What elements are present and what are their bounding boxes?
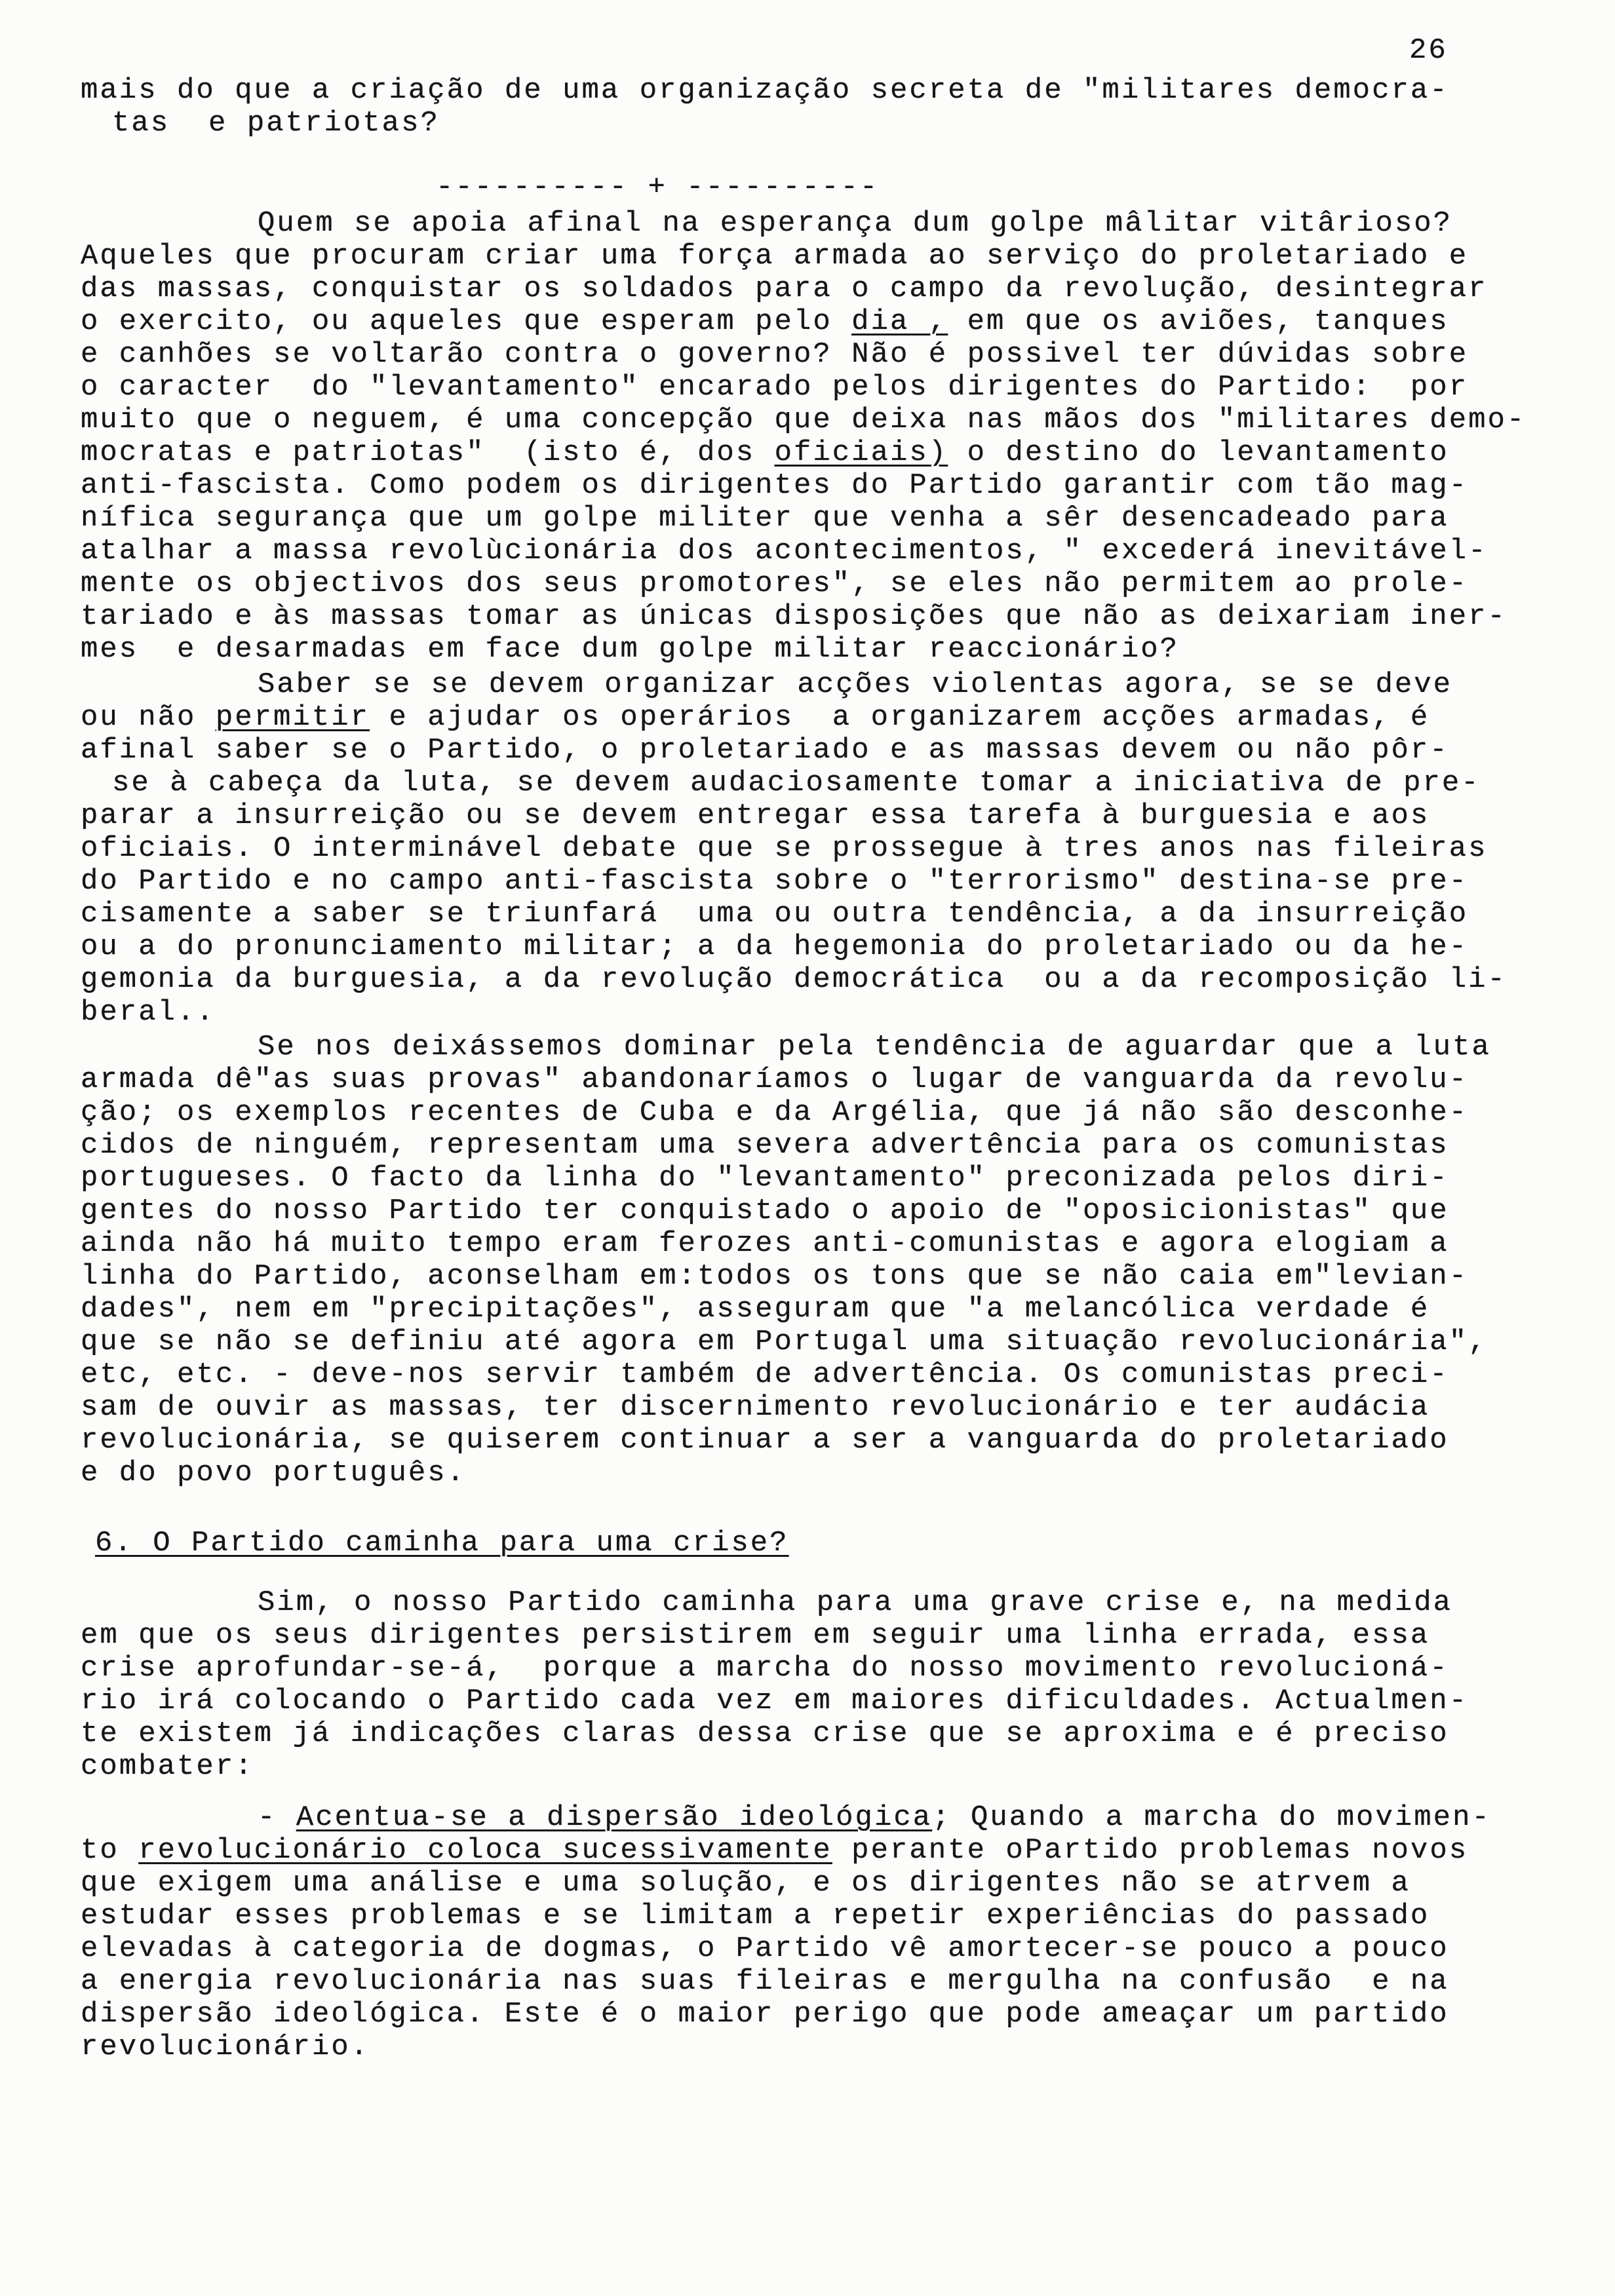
text-line: dispersão ideológica. Este é o maior perigo que pode ameaçar um partido (81, 1998, 1449, 2031)
separator (436, 171, 1589, 204)
text-segment: o destino do levantamento (948, 436, 1449, 469)
text-segment: perante oPartido problemas novos (832, 1834, 1469, 1867)
text-line: nífica segurança que um golpe militer que venha a sêr desencadeado para (81, 502, 1449, 535)
text-line: atalhar a massa revolùcionária dos acontecimentos, " excederá inevitável- (81, 535, 1488, 567)
paragraph (81, 1586, 1589, 1783)
text-line: rio irá colocando o Partido cada vez em maiores dificuldades. Actualmen- (81, 1685, 1469, 1717)
underlined-text: permitir (215, 701, 370, 734)
text-line: parar a insurreição ou se devem entregar essa tarefa à burguesia e aos (81, 799, 1430, 832)
text-line (81, 305, 1589, 338)
text-line: oficiais. O interminável debate que se prossegue à tres anos nas fileiras (81, 832, 1488, 865)
text-line: armada dê"as suas provas" abandonaríamos o lugar de vanguarda da revolu- (81, 1063, 1469, 1096)
text-line: Sim, o nosso Partido caminha para uma grave crise e, na medida (258, 1586, 1453, 1619)
text-segment: - (258, 1801, 296, 1834)
text-line: Saber se se devem organizar acções violentas agora, se se deve (258, 668, 1453, 701)
text-line: mais do que a criação de uma organização secreta de "militares democra- (81, 74, 1449, 107)
text-line: beral.. (81, 996, 216, 1029)
text-line: em que os seus dirigentes persistirem em seguir uma linha errada, essa (81, 1619, 1430, 1652)
separator-line: ---------- + ---------- (436, 171, 880, 204)
text-line: que exigem uma análise e uma solução, e os dirigentes não se atrvem a (81, 1867, 1411, 1900)
page-number: 26 (1409, 34, 1448, 67)
text-line (81, 1834, 1589, 1867)
text-line: Se nos deixássemos dominar pela tendência de aguardar que a luta (258, 1031, 1491, 1063)
text-line: ou a do pronunciamento militar; a da hegemonia do proletariado ou da he- (81, 930, 1469, 963)
text-line: mente os objectivos dos seus promotores", se eles não permitem ao prole- (81, 567, 1469, 600)
underlined-text: Acentua-se a dispersão ideológica (296, 1801, 933, 1834)
paragraph (81, 1801, 1589, 2063)
text-line: que se não se definiu até agora em Portugal uma situação revolucionária", (81, 1326, 1488, 1358)
underlined-text: oficiais) (774, 436, 948, 469)
text-line: muito que o neguem, é uma concepção que deixa nas mãos dos "militares demo- (81, 404, 1527, 436)
text-line: elevadas à categoria de dogmas, o Partido vê amortecer-se pouco a pouco (81, 1932, 1449, 1965)
text-line: das massas, conquistar os soldados para o campo da revolução, desintegrar (81, 273, 1488, 305)
paragraph (81, 207, 1589, 666)
text-segment: to (81, 1834, 139, 1867)
text-line: linha do Partido, aconselham em:todos os tons que se não caia em"levian- (81, 1260, 1469, 1293)
text-line: Quem se apoia afinal na esperança dum golpe mâlitar vitârioso? (258, 207, 1453, 240)
paragraph (81, 668, 1589, 1029)
text-line: crise aprofundar-se-á, porque a marcha do nosso movimento revolucioná- (81, 1652, 1449, 1685)
text-line: revolucionária, se quiserem continuar a ser a vanguarda do proletariado (81, 1424, 1449, 1457)
text-line: etc, etc. - deve-nos servir também de advertência. Os comunistas preci- (81, 1358, 1449, 1391)
text-line: revolucionário. (81, 2031, 370, 2063)
intro-text (81, 74, 1589, 140)
text-line: mes e desarmadas em face dum golpe militar reaccionário? (81, 633, 1180, 666)
text-line: cidos de ninguém, representam uma severa advertência para os comunistas (81, 1129, 1449, 1162)
text-line: cisamente a saber se triunfará uma ou outra tendência, a da insurreição (81, 898, 1469, 930)
section-heading-text: 6. O Partido caminha para uma crise? (95, 1527, 789, 1559)
text-segment: ; Quando a marcha do movimen- (932, 1801, 1491, 1834)
text-line: do Partido e no campo anti-fascista sobre o "terrorismo" destina-se pre- (81, 865, 1469, 898)
text-line: afinal saber se o Partido, o proletariado e as massas devem ou não pôr- (81, 734, 1449, 767)
text-segment: em que os aviões, tanques (948, 305, 1449, 338)
text-line: gentes do nosso Partido ter conquistado o apoio de "oposicionistas" que (81, 1195, 1449, 1227)
text-line: a energia revolucionária nas suas fileiras e mergulha na confusão e na (81, 1965, 1449, 1998)
section-heading (81, 1527, 1589, 1559)
text-line: e do povo português. (81, 1457, 467, 1489)
text-line: te existem já indicações claras dessa crise que se aproxima e é preciso (81, 1717, 1449, 1750)
paragraph (81, 1031, 1589, 1489)
text-line: portugueses. O facto da linha do "levantamento" preconizada pelos diri- (81, 1162, 1449, 1195)
text-line: gemonia da burguesia, a da revolução democrática ou a da recomposição li- (81, 963, 1507, 996)
text-segment: mocratas e patriotas" (isto é, dos (81, 436, 775, 469)
text-segment: e ajudar os operários a organizarem acções armadas, é (370, 701, 1430, 734)
text-segment: ou não (81, 701, 216, 734)
text-line: estudar esses problemas e se limitam a repetir experiências do passado (81, 1900, 1430, 1932)
text-line: ainda não há muito tempo eram ferozes anti-comunistas e agora elogiam a (81, 1227, 1449, 1260)
text-line: tariado e às massas tomar as únicas disposições que não as deixariam iner- (81, 600, 1507, 633)
text-line: tas e patriotas? (112, 107, 440, 140)
text-line: ção; os exemplos recentes de Cuba e da Argélia, que já não são desconhe- (81, 1096, 1469, 1129)
text-line (81, 436, 1589, 469)
text-line: combater: (81, 1750, 254, 1783)
underlined-text: dia , (851, 305, 948, 338)
text-line: o caracter do "levantamento" encarado pelos dirigentes do Partido: por (81, 371, 1469, 404)
text-line: se à cabeça da luta, se devem audaciosamente tomar a iniciativa de pre- (112, 767, 1481, 799)
text-line (81, 701, 1589, 734)
text-line (81, 1801, 1589, 1834)
text-segment: o exercito, ou aqueles que esperam pelo (81, 305, 852, 338)
text-line: dades", nem em "precipitações", asseguram que "a melancólica verdade é (81, 1293, 1430, 1326)
text-line: Aqueles que procuram criar uma força armada ao serviço do proletariado e (81, 240, 1469, 273)
text-line: sam de ouvir as massas, ter discernimento revolucionário e ter audácia (81, 1391, 1430, 1424)
text-line: e canhões se voltarão contra o governo? Não é possivel ter dúvidas sobre (81, 338, 1469, 371)
underlined-text: revolucionário coloca sucessivamente (138, 1834, 832, 1867)
section-heading-block (81, 1527, 1589, 1559)
text-line: anti-fascista. Como podem os dirigentes do Partido garantir com tão mag- (81, 469, 1469, 502)
